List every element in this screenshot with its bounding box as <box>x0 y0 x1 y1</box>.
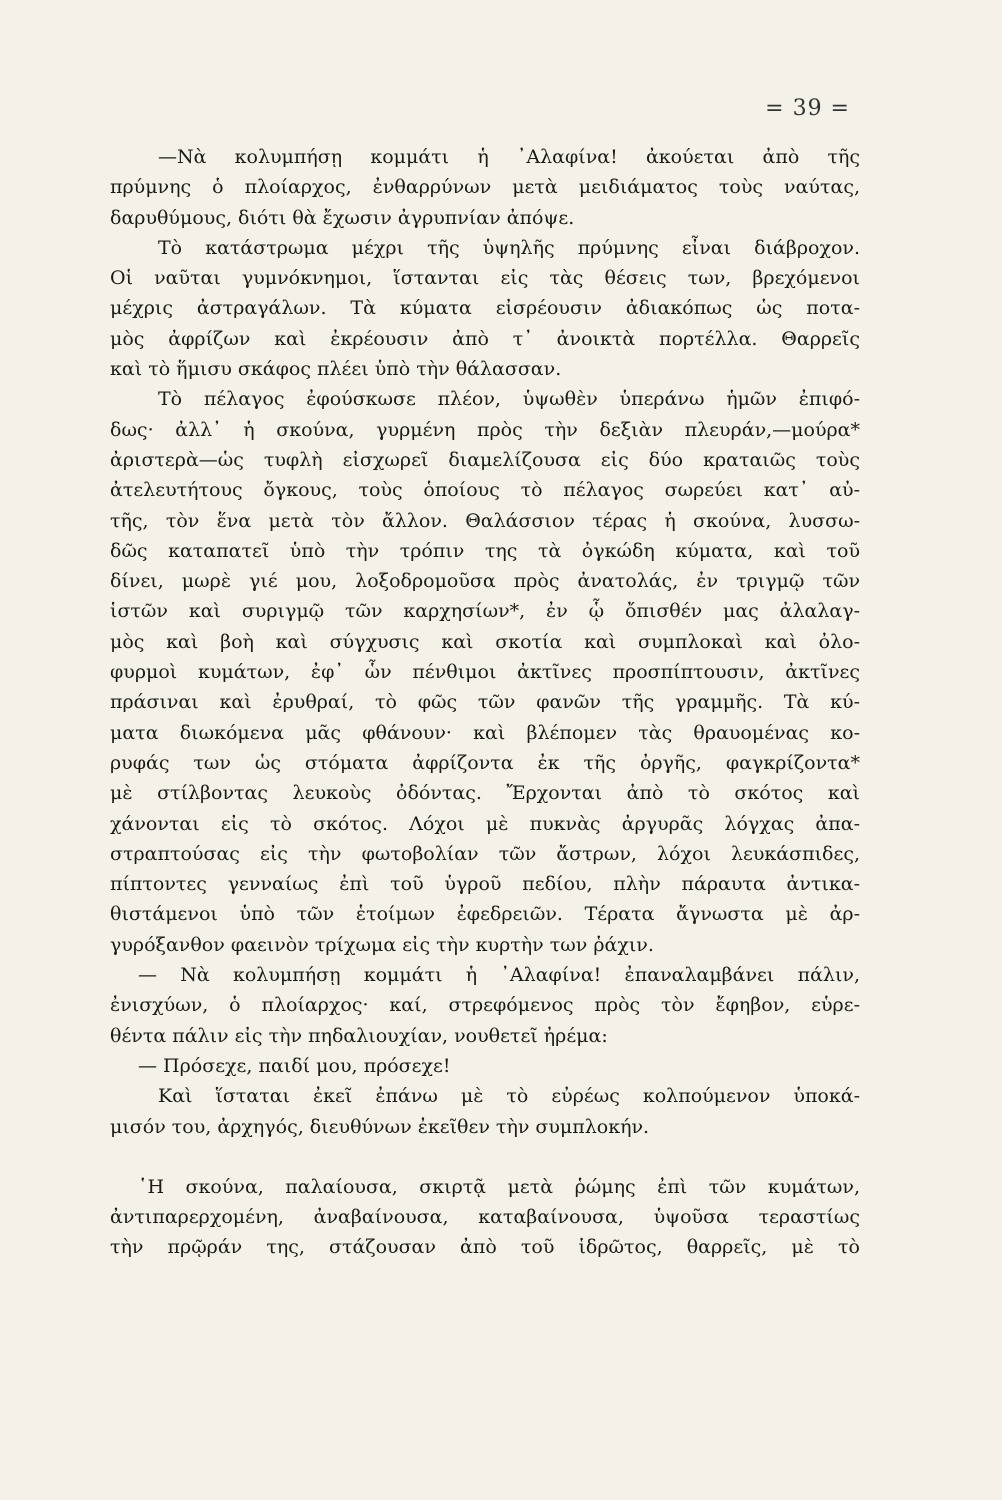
text-line: ρυφάς των ὡς στόματα ἀφρίζοντα ἐκ τῆς ὀργῆς, φαγκρίζοντα* <box>110 751 860 774</box>
text-line: — Νὰ κολυμπήσῃ κομμάτι ἡ ᾿Αλαφίνα! ἐπαναλαμβάνει πάλιν, <box>138 964 860 987</box>
text-line: καὶ τὸ ἥμισυ σκάφος πλέει ὑπὸ τὴν θάλασσαν. <box>110 358 562 381</box>
text-line: θιστάμενοι ὑπὸ τῶν ἑτοίμων ἐφεδρειῶν. Τέρατα ἄγνωστα μὲ ἀρ- <box>110 903 860 926</box>
text-line: στραπτούσας εἰς τὴν φωτοβολίαν τῶν ἄστρων, λόχοι λευκάσπιδες, <box>110 842 860 865</box>
text-line: δῶς καταπατεῖ ὑπὸ τὴν τρόπιν της τὰ ὀγκώδη κύματα, καὶ τοῦ <box>110 539 860 562</box>
text-line: φυρμοὶ κυμάτων, ἐφ᾿ ὧν πένθιμοι ἀκτῖνες προσπίπτουσιν, ἀκτῖνες <box>110 661 860 684</box>
text-line: μέχρις ἀστραγάλων. Τὰ κύματα εἰσρέουσιν ἀδιακόπως ὡς ποτα- <box>110 297 860 320</box>
text-line: χάνονται εἰς τὸ σκότος. Λόχοι μὲ πυκνὰς ἀργυρᾶς λόγχας ἀπα- <box>110 812 860 835</box>
paragraph-gap <box>110 1142 860 1172</box>
text-line: πρύμνης ὁ πλοίαρχος, ἐνθαρρύνων μετὰ μειδιάματος τοὺς ναύτας, <box>110 176 860 199</box>
paragraph-captain <box>110 1081 860 1142</box>
text-line: δαρυθύμους, διότι θὰ ἔχωσιν ἀγρυπνίαν ἀπόψε. <box>110 206 575 229</box>
text-line: θέντα πάλιν εἰς τὴν πηδαλιουχίαν, νουθετεῖ ἠρέμα: <box>110 1024 608 1047</box>
paragraph-deck <box>110 233 860 384</box>
text-line: —Νὰ κολυμπήσῃ κομμάτι ἡ ᾿Αλαφίνα! ἀκούεται ἀπὸ τῆς <box>158 146 860 168</box>
text-line: μισόν του, ἀρχηγός, διευθύνων ἐκεῖθεν τὴν συμπλοκήν. <box>110 1115 650 1138</box>
text-line: Καὶ ἵσταται ἐκεῖ ἐπάνω μὲ τὸ εὐρέως κολπούμενον ὑποκά- <box>158 1085 860 1108</box>
text-line: Τὸ κατάστρωμα μέχρι τῆς ὑψηλῆς πρύμνης εἶναι διάβροχον. <box>158 236 860 259</box>
text-line: δίνει, μωρὲ γιέ μου, λοξοδρομοῦσα πρὸς ἀνατολάς, ἐν τριγμῷ τῶν <box>110 570 860 593</box>
text-line: γυρόξανθον φαεινὸν τρίχωμα εἰς τὴν κυρτὴν των ῥάχιν. <box>110 933 654 956</box>
text-line: ἐνισχύων, ὁ πλοίαρχος· καί, στρεφόμενος πρὸς τὸν ἔφηβον, εὑρε- <box>110 994 860 1017</box>
text-line: — Πρόσεχε, παιδί μου, πρόσεχε! <box>138 1054 451 1077</box>
text-line: ἀντιπαρερχομένη, ἀναβαίνουσα, καταβαίνουσα, ὑψοῦσα τεραστίως <box>110 1206 860 1229</box>
text-line: ἀριστερὰ—ὡς τυφλὴ εἰσχωρεῖ διαμελίζουσα εἰς δύο κραταιῶς τοὺς <box>110 448 860 471</box>
text-line: πίπτοντες γενναίως ἐπὶ τοῦ ὑγροῦ πεδίου, πλὴν πάραυτα ἀντικα- <box>110 873 860 896</box>
text-line: τὴν πρῷράν της, στάζουσαν ἀπὸ τοῦ ἱδρῶτος, θαρρεῖς, μὲ τὸ <box>110 1236 860 1259</box>
paragraph-dialogue-2 <box>110 960 860 1051</box>
body-text <box>110 142 860 1263</box>
paragraph-sea <box>110 384 860 960</box>
text-line: ἀτελευτήτους ὄγκους, τοὺς ὁποίους τὸ πέλαγος σωρεύει κατ᾿ αὐ- <box>110 479 860 502</box>
text-line: Οἱ ναῦται γυμνόκνημοι, ἵστανται εἰς τὰς θέσεις των, βρεχόμενοι <box>110 267 860 290</box>
text-line: δως· ἀλλ᾿ ἡ σκούνα, γυρμένη πρὸς τὴν δεξιὰν πλευράν,—μούρα* <box>110 418 860 441</box>
text-line: μὸς καὶ βοὴ καὶ σύγχυσις καὶ σκοτία καὶ συμπλοκαὶ καὶ ὀλο- <box>110 630 860 653</box>
page-number: = 39 = <box>765 96 850 121</box>
text-line: μὸς ἀφρίζων καὶ ἐκρέουσιν ἀπὸ τ᾿ ἀνοικτὰ πορτέλλα. Θαρρεῖς <box>110 327 860 350</box>
text-line: πράσιναι καὶ ἐρυθραί, τὸ φῶς τῶν φανῶν τῆς γραμμῆς. Τὰ κύ- <box>110 691 860 714</box>
paragraph-dialogue-1 <box>110 142 860 233</box>
text-line: μὲ στίλβοντας λευκοὺς ὀδόντας. Ἔρχονται ἀπὸ τὸ σκότος καὶ <box>110 782 860 805</box>
paragraph-dialogue-3 <box>110 1051 860 1081</box>
text-line: τῆς, τὸν ἕνα μετὰ τὸν ἄλλον. Θαλάσσιον τέρας ἡ σκούνα, λυσσω- <box>110 509 860 532</box>
text-line: ῾Η σκούνα, παλαίουσα, σκιρτᾷ μετὰ ῥώμης ἐπὶ τῶν κυμάτων, <box>138 1175 860 1198</box>
text-line: ἱστῶν καὶ συριγμῷ τῶν καρχησίων*, ἐν ᾧ ὄπισθέν μας ἀλαλαγ- <box>110 600 860 623</box>
text-line: ματα διωκόμενα μᾶς φθάνουν· καὶ βλέπομεν τὰς θραυομένας κο- <box>110 721 860 744</box>
paragraph-schooner <box>110 1172 860 1263</box>
text-line: Τὸ πέλαγος ἐφούσκωσε πλέον, ὑψωθὲν ὑπεράνω ἡμῶν ἐπιφό- <box>158 388 860 411</box>
